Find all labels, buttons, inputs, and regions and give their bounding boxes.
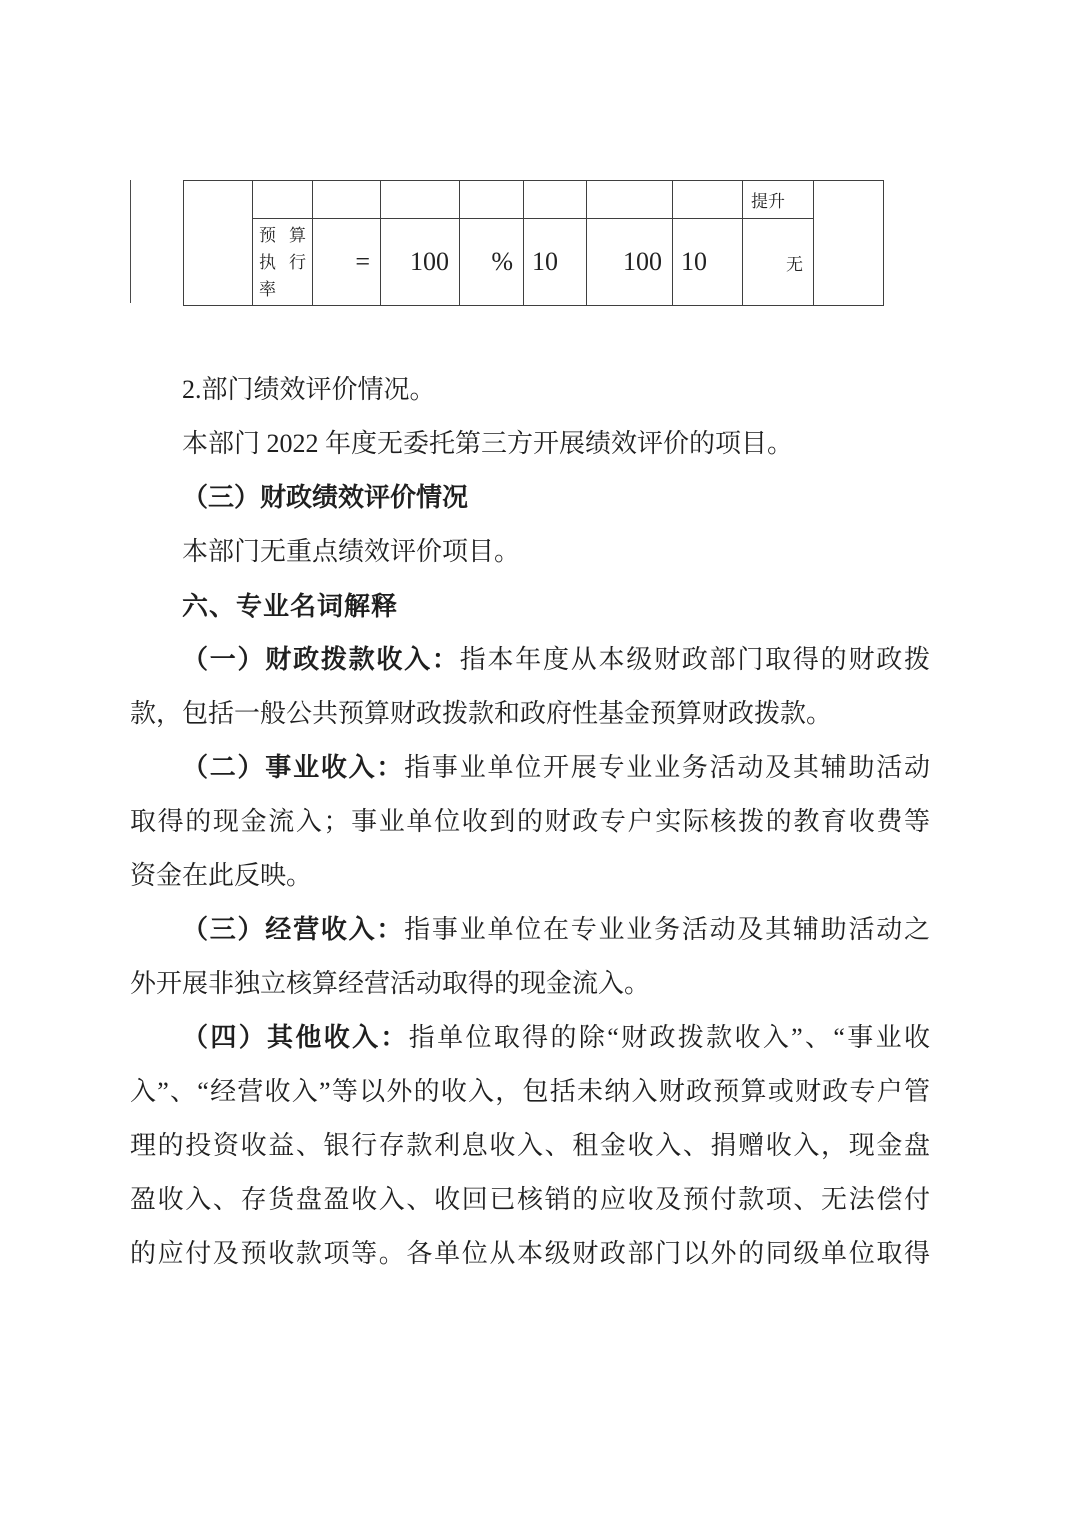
table-cell-empty (587, 181, 673, 219)
text-line: 入”、“经营收入”等以外的收入，包括未纳入财政预算或财政专户管 (130, 1077, 930, 1106)
term-body: 指事业单位开展专业业务活动及其辅助活动 (404, 753, 930, 782)
term-body: 指本年度从本级财政部门取得的财政拨 (459, 645, 930, 674)
indicator-line: 预 算 (259, 225, 306, 245)
table-cell-indicator-name (253, 219, 313, 306)
term-body: 指事业单位在专业业务活动及其辅助活动之 (404, 915, 930, 944)
term-body: 指单位取得的除“财政拨款收入”、“事业收 (408, 1023, 930, 1052)
indicator-line: 执 行 (259, 252, 306, 272)
term-lead: （四）其他收入： (182, 1023, 409, 1052)
text-line: 款，包括一般公共预算财政拨款和政府性基金预算财政拨款。 (130, 699, 833, 728)
text-line (130, 633, 930, 687)
table-cell-value: 100 (381, 219, 460, 306)
text-line: 的应付及预收款项等。各单位从本级财政部门以外的同级单位取得 (130, 1239, 930, 1268)
table-cell-empty-left (184, 181, 253, 306)
text-line (130, 903, 930, 957)
table-cell-result: 无 (743, 219, 814, 306)
text-line: 取得的现金流入；事业单位收到的财政专户实际核拨的教育收费等 (130, 807, 930, 836)
term-lead: （一）财政拨款收入： (182, 645, 460, 674)
table-cell-empty (253, 181, 313, 219)
table-cell-empty (381, 181, 460, 219)
text-line: 理的投资收益、银行存款利息收入、租金收入、捐赠收入，现金盘 (130, 1131, 930, 1160)
table-cell-value: 100 (587, 219, 673, 306)
text-line (130, 1011, 930, 1065)
page-cut-table-rule (130, 180, 131, 303)
term-lead: （二）事业收入： (182, 753, 405, 782)
table-cell-equals: = (313, 219, 381, 306)
table-cell-empty (460, 181, 524, 219)
text-line: 2.部门绩效评价情况。 (182, 375, 436, 404)
performance-indicator-table (183, 180, 884, 306)
text-line: 资金在此反映。 (130, 861, 313, 890)
table-cell-value: 10 (524, 219, 587, 306)
table-cell-unit: % (460, 219, 524, 306)
table-cell-empty (673, 181, 743, 219)
section-heading: 六、专业名词解释 (182, 591, 399, 621)
table-cell-empty (313, 181, 381, 219)
text-line: 盈收入、存货盘盈收入、收回已核销的应收及预付款项、无法偿付 (130, 1185, 930, 1214)
term-lead: （三）经营收入： (182, 915, 405, 944)
indicator-line: 率 (259, 279, 276, 299)
document-body (130, 363, 930, 1281)
text-line: 本部门无重点绩效评价项目。 (182, 537, 521, 566)
table-cell-tisheng: 提升 (743, 181, 814, 219)
table-cell-empty-right (814, 181, 884, 306)
subsection-heading: （三）财政绩效评价情况 (182, 483, 469, 512)
table-cell-value: 10 (673, 219, 743, 306)
text-line: 外开展非独立核算经营活动取得的现金流入。 (130, 969, 651, 998)
text-line (130, 741, 930, 795)
text-line: 本部门 2022 年度无委托第三方开展绩效评价的项目。 (182, 429, 794, 458)
table-cell-empty (524, 181, 587, 219)
